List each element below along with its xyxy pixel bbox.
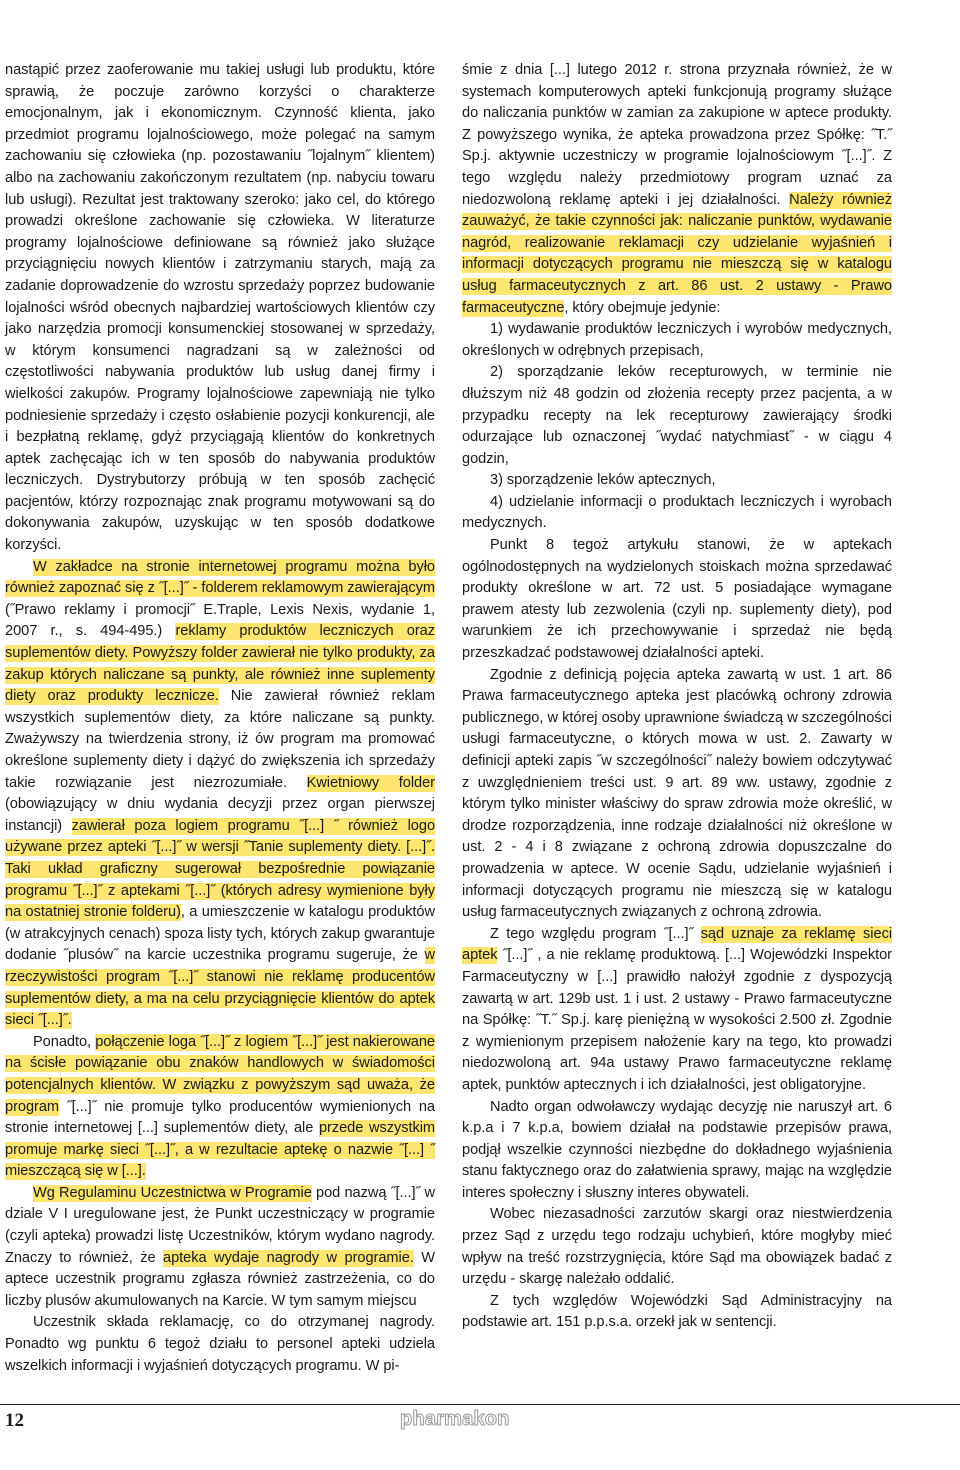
highlighted-text: apteka wydaje nagrody w programie. (163, 1249, 414, 1266)
text-run: W aptece uczestnik programu zgłasza również zastrzeżenia, co do liczby plusów akumulowanych na Karcie. W tym samym miejscu (5, 1249, 435, 1309)
text-run: Z tych względów Wojewódzki Sąd Administracyjny na podstawie art. 151 p.p.s.a. orzekł jak w sentencji. (462, 1292, 892, 1331)
paragraph (5, 60, 435, 557)
text-run: , a umieszczenie w katalogu produktów (w atrakcyjnych cenach) spoza listy tych, których zakup gwarantuje dodanie ˝plusów˝ na karcie uczestnika programu sugeruje, że (5, 904, 435, 964)
text-run: 4) udzielanie informacji o produktach leczniczych i wyrobach medycznych. (462, 493, 892, 532)
highlighted-text: przede wszystkim promuje markę sieci ˝[...]˝, a w rezultacie aptekę o nazwie ˝[...] ˝ mieszczącą się w [...]. (5, 1120, 435, 1180)
paragraph (5, 557, 435, 1032)
highlighted-text: sąd uznaje za reklamę sieci aptek (462, 925, 893, 964)
highlighted-text: zawierał poza logiem programu ˝[...] ˝ również logo używane przez apteki ˝[...]˝ w wersji ˝Tanie suplementy diety. [...]˝. Taki układ graficzny sugerował bezpośrednie powiązanie programu ˝[...]˝ z aptekami ˝[...]˝ (których adresy wymienione były na ostatniej stronie folderu) (5, 817, 436, 921)
text-run: 3) sporządzenie leków aptecznych, (490, 472, 716, 489)
highlighted-text: Należy również zauważyć, że takie czynności jak: naliczanie punktów, wydawanie nagród, realizowanie reklamacji czy udzielanie wyjaśnień i informacji dotyczących programu nie mieszczą się w katalogu usług farmaceutycznych z art. 86 ust. 2 ustawy - Prawo farmaceutyczne (462, 191, 892, 316)
highlighted-text: reklamy produktów leczniczych oraz suplementów diety. Powyższy folder zawierał nie tylko produkty, za zakup których naliczane są punkty, ale również inne suplementy diety oraz produkty lecznicze. (5, 623, 435, 705)
text-run: 2) sporządzanie leków recepturowych, w terminie nie dłuższym niż 48 godzin od złożenia recepty przez pacjenta, a w przypadku recepty na lek recepturowy zawierający środki odurzające lub oznaczonej ˝wydać natychmiast˝ - w ciągu 4 godzin, (462, 364, 892, 467)
paragraph (462, 535, 892, 665)
text-run: (obowiązujący w dniu wydania decyzji przez organ pierwszej instancji) (5, 796, 435, 834)
text-run: Uczestnik składa reklamację, co do otrzymanej nagrody. Ponadto wg punktu 6 tegoż działu to personel apteki udziela wszelkich informacji i wyjaśnień dotyczących programu. W pi- (5, 1314, 435, 1374)
text-run: nastąpić przez zaoferowanie mu takiej usługi lub produktu, które sprawią, że poczuje zarówno korzyści o charakterze emocjonalnym, jak i ekonomicznym. Czynność klienta, jako przedmiot programu lojalnościowego, może polegać na samym zachowaniu się człowieka (np. pozostawaniu ˝lojalnym˝ klientem) albo na zachowaniu zakończonym rezultatem (np. nabyciu towaru lub usługi). Rezultat jest traktowany szeroko: jako cel, do którego prowadzi określone zachowanie się człowieka. W literaturze programy lojalnościowe definiowane są również jako służące przyciągnięciu nowych klientów i zatrzymaniu starych, mają za zadanie doprowadzenie do wzrostu sprzedaży poprzez budowanie lojalności wśród obecnych najbardziej wartościowych klientów czy jako narzędzia promocji konsumenckiej stosowanej w sprzedaży, w którym konsumenci nagradzani są w zależności od częstotliwości nabywania produktów lub usług danej firmy i wielkości zakupów. Programy lojalnościowe zapewniają nie tylko podniesienie sprzedaży i często osłabienie pozycji konkurencji, ale i bezpłatną reklamę, gdyż przyciągają klientów do konkretnych aptek zachęcając ich w ten sposób do nabywania produktów leczniczych. Dystrybutorzy próbują w ten sposób zachęcić pacjentów, którzy rozpoznając znak programu motywowani są do dokonywania zakupów, uzyskując w ten sposób dodatkowe korzyści. (5, 62, 435, 554)
paragraph (462, 60, 892, 319)
paragraph (462, 1291, 892, 1334)
paragraph (462, 319, 892, 362)
text-run: 1) wydawanie produktów leczniczych i wyrobów medycznych, określonych w odrębnych przepisach, (462, 321, 892, 359)
highlighted-text: Wg Regulaminu Uczestnictwa w Programie (33, 1184, 312, 1201)
text-run: , który obejmuje jedynie: (564, 299, 721, 316)
paragraph (462, 1204, 892, 1290)
publication-logo: pharmakon (400, 1408, 510, 1430)
text-run: Z tego względu program ˝[...]˝ (490, 925, 701, 942)
text-run: (˝Prawo reklamy i promocji˝ E.Traple, Lexis Nexis, wydanie 1, 2007 r., s. 494-495.) (5, 601, 435, 640)
left-text-column (5, 60, 435, 1377)
paragraph (462, 492, 892, 535)
paragraph (462, 1097, 892, 1205)
highlighted-text: połączenie loga ˝[...]˝ z logiem ˝[...]˝ jest nakierowane na ścisłe powiązanie obu znaków handlowych w świadomości potencjalnych klientów. W związku z powyższym sąd uważa, że program (5, 1033, 436, 1115)
highlighted-text: w rzeczywistości program ˝[...]˝ stanowi nie reklamę producentów suplementów diety, a ma na celu przyciągnięcie klientów do aptek sieci ˝[...]˝. (5, 947, 435, 1029)
text-run: Zgodnie z definicją pojęcia apteka zawartą w ust. 1 art. 86 Prawa farmaceutycznego apteka jest placówką ochrony zdrowia publicznego, w której osoby uprawnione świadczą w szczególności usługi farmaceutyczne, o których mowa w ust. 2. Zawarty w definicji apteki zapis ˝w szczególności˝ należy bowiem odczytywać z uwzględnieniem treści ust. 9 art. 89 ww. ustawy, zgodnie z którym tylko minister właściwy do spraw zdrowia może określić, w drodze rozporządzenia, inne rodzaje działalności niż określone w ust. 2 - 4 i 8 związane z ochroną zdrowia dopuszczalne do prowadzenia w aptece. W ocenie Sądu, udzielanie wyjaśnień i informacji dotyczących programu nie mieszczą się w katalogu usług farmaceutycznych związanych z ochroną zdrowia. (462, 666, 892, 921)
paragraph (462, 924, 892, 1097)
highlighted-text: W zakładce na stronie internetowej programu można było również zapoznać się z ˝[...]˝ - folderem reklamowym zawierającym (5, 558, 435, 597)
text-run: śmie z dnia [...] lutego 2012 r. strona przyznała również, że w systemach komputerowych apteki funkcjonują programy służące do naliczania punktów w zamian za zakupione w aptece produkty. Z powyższego wynika, że apteka prowadzona przez Spółkę: ˝T.˝ Sp.j. aktywnie uczestniczy w programie lojalnościowym ˝[...]˝. Z tego względu należy przedmiotowy program uznać za niedozwoloną reklamę apteki i jej działalności. (462, 62, 892, 208)
highlighted-text: Kwietniowy folder (306, 774, 435, 791)
text-run: pod nazwą ˝[...]˝ w dziale V I uregulowane jest, że Punkt uczestniczący w programie (czyli apteka) prowadzi listę Uczestników, którym wydano nagrody. Znaczy to również, że (5, 1184, 435, 1266)
footer-rule (0, 1404, 960, 1405)
paragraph (462, 665, 892, 924)
text-run: Wobec niezasadności zarzutów skargi oraz niestwierdzenia przez Sąd z urzędu tego rodzaju uchybień, które mogłyby mieć wpływ na treść rozstrzygnięcia, które Sąd ma obowiązek badać z urzędu - skargę należało oddalić. (462, 1206, 892, 1288)
text-run: ˝[...]˝ nie promuje tylko producentów wymienionych na stronie internetowej [...] suplementów diety, ale (5, 1098, 435, 1137)
text-run: Nie zawierał również reklam wszystkich suplementów diety, za które naliczane są punkty. Zważywszy na twierdzenia strony, iż ów program ma promować określone suplementy diety i dążyć do zwiększenia ich sprzedaży takie rozwiązanie jest niezrozumiałe. (5, 688, 435, 791)
page-number: 12 (5, 1410, 24, 1431)
text-run: ˝[...]˝ , a nie reklamę produktową. [...] Wojewódzki Inspektor Farmaceutyczny w [...] prawidło nałożył zgodnie z dyspozycją zawartą w art. 129b ust. 1 i ust. 2 ustawy - Prawo farmaceutyczne na Spółkę: ˝T.˝ Sp.j. karę pieniężną w wysokości 2.500 zł. Zgodnie z wymienionym przepisem nałożenie kary na tego, kto prowadzi niedozwoloną art. 94a ustawy Prawo farmaceutyczne reklamę aptek, punktów aptecznych i ich działalności, jest obligatoryjne. (462, 947, 892, 1093)
paragraph (5, 1032, 435, 1183)
paragraph (462, 362, 892, 470)
text-run: Nadto organ odwoławczy wydając decyzję nie naruszył art. 6 k.p.a i 7 k.p.a, bowiem działał na podstawie przepisów prawa, podjął wszelkie czynności niezbędne do dokładnego wyjaśnienia stanu faktycznego oraz do załatwienia sprawy, mając na względzie interes społeczny i słuszny interes obywateli. (462, 1098, 892, 1201)
paragraph (462, 470, 892, 492)
text-run: Ponadto, (33, 1033, 96, 1050)
right-text-column (462, 60, 892, 1334)
paragraph (5, 1312, 435, 1377)
paragraph (5, 1183, 435, 1313)
text-run: Punkt 8 tegoż artykułu stanowi, że w aptekach ogólnodostępnych na wydzielonych stoiskach można sprzedawać produkty określone w art. 72 ust. 5 posiadające wymagane prawem atesty lub zezwolenia (czyli np. suplementy diety), pod warunkiem że ich przechowywanie i sprzedaż nie będą przeszkadzać podstawowej działalności apteki. (462, 537, 892, 662)
